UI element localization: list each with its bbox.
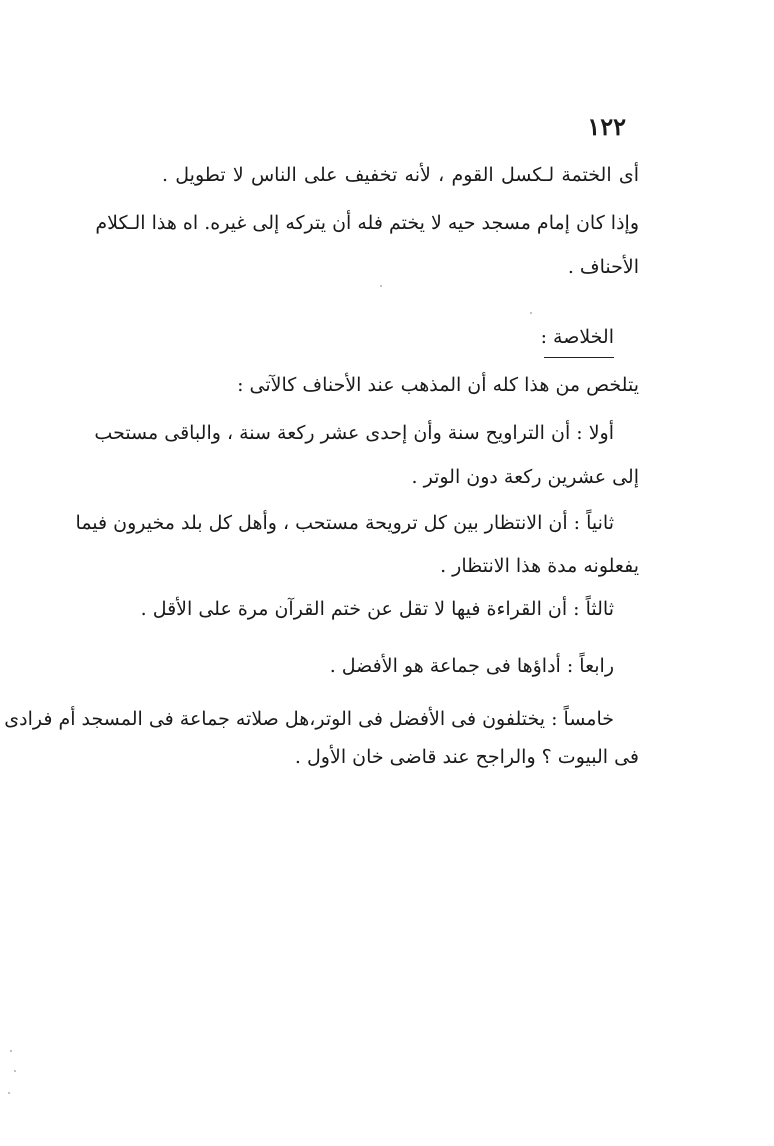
list-item-line: ثالثاً : أن القراءة فيها لا تقل عن ختم القرآن مرة على الأقل . xyxy=(140,598,614,620)
paragraph-line: الأحناف . xyxy=(567,256,639,278)
list-item-line: إلى عشرين ركعة دون الوتر . xyxy=(411,466,639,488)
scan-speck xyxy=(10,1050,12,1052)
summary-intro: يتلخص من هذا كله أن المذهب عند الأحناف كالآتى : xyxy=(237,374,639,396)
list-item-line: ثانياً : أن الانتظار بين كل ترويحة مستحب ، وأهل كل بلد مخيرون فيما xyxy=(75,512,614,534)
list-item-line: خامساً : يختلفون فى الأفضل فى الوتر،هل صلاته جماعة فى المسجد أم فرادى xyxy=(4,708,614,730)
summary-heading: الخلاصة : xyxy=(540,326,614,348)
page-number: ١٢٢ xyxy=(587,112,626,141)
list-item-line: أولا : أن التراويح سنة وأن إحدى عشر ركعة سنة ، والباقى مستحب xyxy=(94,422,614,444)
list-item-line: يفعلونه مدة هذا الانتظار . xyxy=(440,555,639,577)
list-item-line: فى البيوت ؟ والراجح عند قاضى خان الأول . xyxy=(294,746,639,768)
scan-speck xyxy=(530,312,532,314)
scan-speck xyxy=(8,1092,10,1094)
list-item-line: رابعاً : أداؤها فى جماعة هو الأفضل . xyxy=(329,655,614,677)
heading-underline xyxy=(544,357,614,358)
paragraph-line: وإذا كان إمام مسجد حيه لا يختم فله أن يتركه إلى غيره. اه هذا الـكلام xyxy=(95,212,639,234)
scan-speck xyxy=(14,1070,16,1072)
paragraph-line: أى الختمة لـكسل القوم ، لأنه تخفيف على الناس لا تطويل . xyxy=(162,164,639,186)
scan-speck xyxy=(380,285,382,287)
